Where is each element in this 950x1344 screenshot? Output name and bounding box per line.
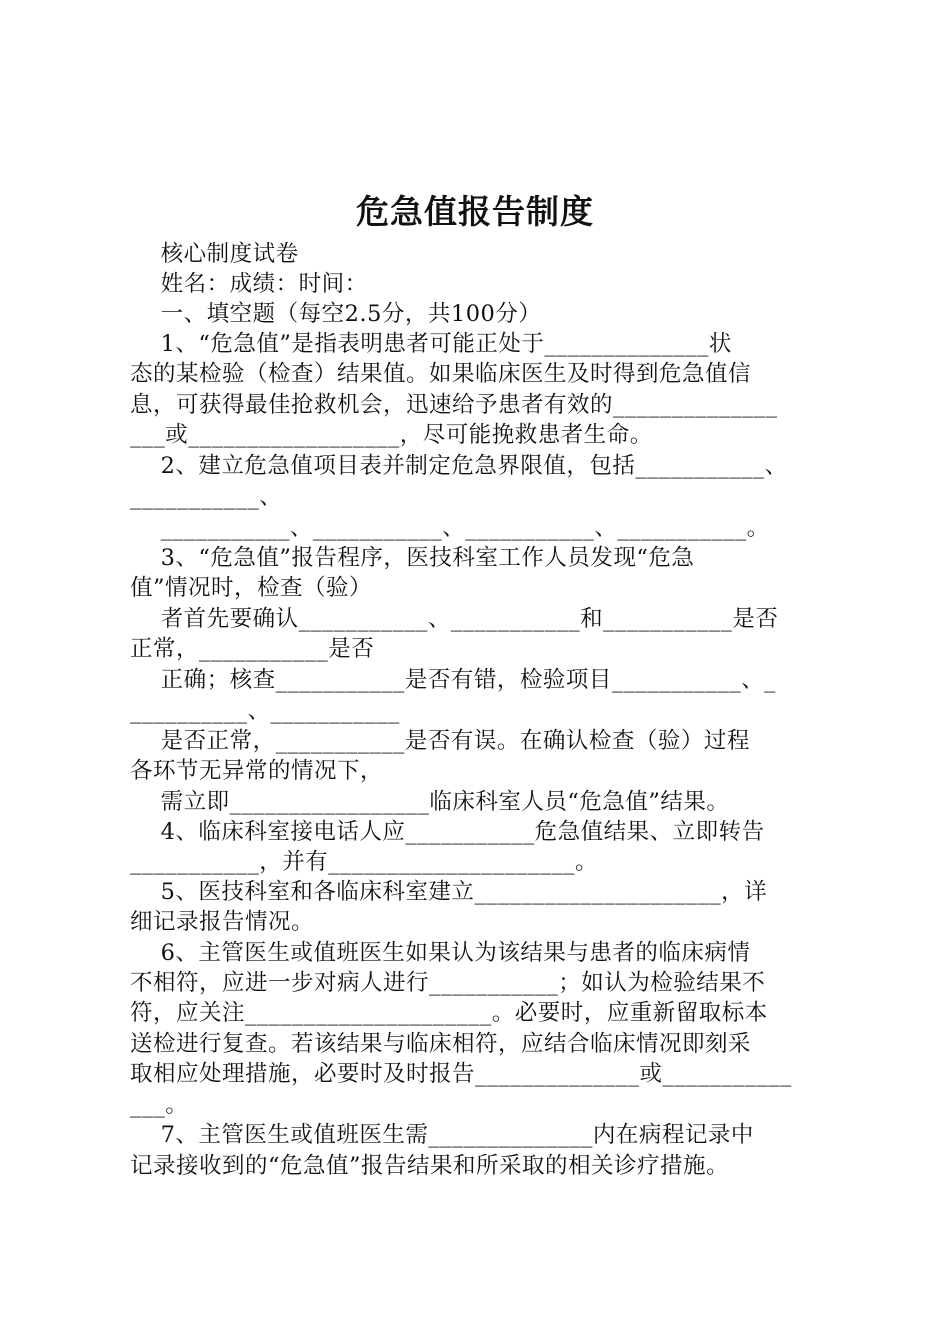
text-line: 核心制度试卷	[130, 241, 299, 267]
text-line: 态的某检验（检查）结果值。如果临床医生及时得到危急值信	[130, 361, 752, 387]
text-line: 姓名：成绩：时间：	[130, 271, 368, 297]
text-line: 各环节无异常的情况下，	[130, 758, 384, 784]
text-line: ___或__________________，尽可能挽救患者生命。	[130, 422, 653, 448]
text-line: 不相符，应进一步对病人进行___________；如认为检验结果不	[130, 970, 766, 996]
text-line: ___。	[130, 1092, 189, 1118]
text-line: 送检进行复查。若该结果与临床相符，应结合临床情况即刻采	[130, 1031, 752, 1057]
text-line: 5、医技科室和各临床科室建立_____________________，详	[130, 879, 768, 905]
text-line: 4、临床科室接电话人应___________危急值结果、立即转告	[130, 819, 765, 845]
text-line: 取相应处理措施，必要时及时报告______________或___________	[130, 1061, 792, 1087]
text-line: ___________、___________、___________、___________。	[130, 515, 770, 541]
text-line: __________、___________	[130, 698, 400, 724]
text-line: 者首先要确认___________、___________和___________是否	[130, 606, 779, 632]
text-line: 息，可获得最佳抢救机会，迅速给予患者有效的______________	[130, 392, 778, 418]
text-line: 一、填空题（每空2.5分，共100分）	[130, 301, 542, 327]
text-line: 符，应关注_____________________。必要时，应重新留取标本	[130, 1000, 768, 1026]
text-line: 需立即_________________临床科室人员“危急值”结果。	[130, 789, 730, 815]
text-line: 2、建立危急值项目表并制定危急界限值，包括___________、	[130, 453, 788, 479]
text-line: 是否正常，___________是否有误。在确认检查（验）过程	[130, 728, 750, 754]
text-line: ___________、	[130, 484, 283, 510]
text-line: 记录接收到的“危急值”报告结果和所采取的相关诊疗措施。	[130, 1153, 730, 1179]
text-line: 值”情况时，检查（验）	[130, 575, 373, 601]
text-line: 3、“危急值”报告程序，医技科室工作人员发现“危急	[130, 545, 695, 571]
text-line: 细记录报告情况。	[130, 909, 315, 935]
text-line: 6、主管医生或值班医生如果认为该结果与患者的临床病情	[130, 940, 751, 966]
document-title: 危急值报告制度	[356, 192, 594, 231]
text-line: 正确；核查___________是否有错，检验项目___________、_	[130, 667, 776, 693]
text-line: ___________，并有_____________________。	[130, 849, 599, 875]
text-line: 正常，___________是否	[130, 636, 375, 662]
text-line: 7、主管医生或值班医生需______________内在病程记录中	[130, 1122, 754, 1148]
text-line: 1、“危急值”是指表明患者可能正处于______________状	[130, 331, 732, 357]
